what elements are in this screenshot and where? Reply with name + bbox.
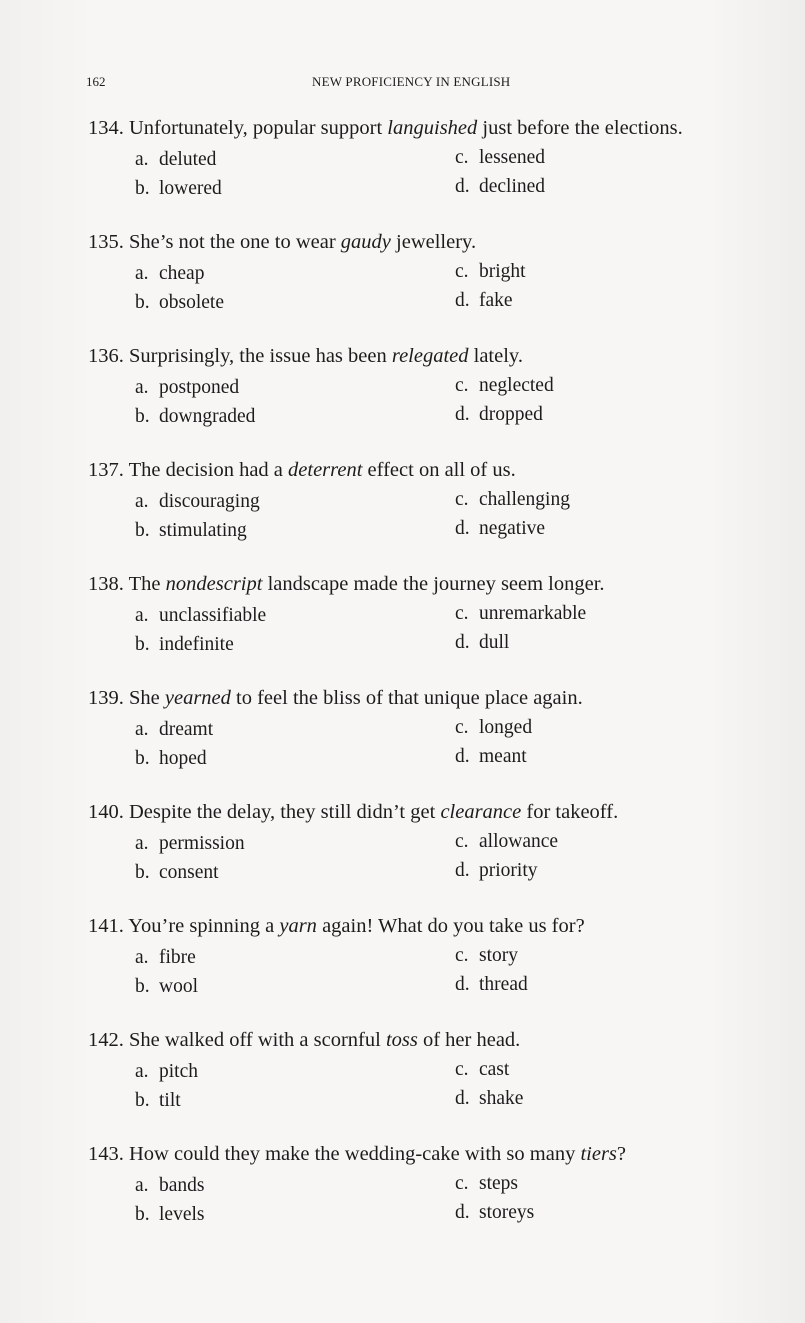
question-list [88,117,788,1257]
question-stem [88,687,583,710]
option-a: a. postponed [135,377,240,398]
option-d: d. priority [455,860,538,881]
stem-before: Surprisingly, the issue has been [129,345,392,367]
question-stem [88,231,476,254]
question-stem [88,345,523,368]
stem-before: The [128,573,166,595]
stem-before: Unfortunately, popular support [129,117,388,139]
option-c-text: longed [479,717,533,738]
option-c: c. lessened [455,147,546,168]
option-b-text: consent [159,862,219,883]
option-b-text: obsolete [159,292,224,313]
question-137 [88,459,788,573]
option-b: b. hoped [135,748,207,769]
option-a-text: fibre [159,947,196,968]
option-d-text: meant [479,746,527,767]
question-stem [88,459,516,482]
option-b: b. wool [135,976,198,997]
stem-keyword: gaudy [340,231,391,253]
stem-after: landscape made the journey seem longer. [262,573,605,595]
option-c: c. neglected [455,375,554,396]
stem-before: She’s not the one to wear [129,231,341,253]
option-a-text: cheap [159,263,205,284]
question-stem [88,1029,520,1052]
option-d: d. fake [455,290,513,311]
option-c-text: bright [479,261,526,282]
option-c: c. unremarkable [455,603,587,624]
question-stem [88,801,618,824]
stem-before: She [129,687,165,709]
option-a: a. bands [135,1175,205,1196]
option-b-text: downgraded [159,406,256,427]
question-stem [88,117,683,140]
option-b-text: stimulating [159,520,247,541]
option-a: a. deluted [135,149,217,170]
page-header [86,74,776,96]
page-number: 162 [86,74,106,89]
stem-keyword: clearance [440,801,522,823]
option-a: a. permission [135,833,245,854]
stem-keyword: nondescript [165,573,263,595]
option-a-text: discouraging [159,491,260,512]
question-stem [88,573,605,596]
option-d: d. meant [455,746,527,767]
stem-keyword: tiers [580,1143,617,1165]
stem-keyword: languished [387,117,478,139]
option-a-text: pitch [159,1061,198,1082]
option-d: d. declined [455,176,546,197]
option-d: d. dropped [455,404,543,425]
question-number: 134. [88,117,124,139]
option-d: d. thread [455,974,528,995]
stem-before: The decision had a [128,459,289,481]
option-d: d. storeys [455,1202,535,1223]
option-b-text: wool [159,976,198,997]
option-c: c. bright [455,261,526,282]
option-c-text: cast [479,1059,510,1080]
option-c: c. longed [455,717,533,738]
question-number: 140. [88,801,124,823]
option-b: b. obsolete [135,292,224,313]
question-number: 139. [88,687,124,709]
option-a-text: unclassifiable [159,605,267,626]
option-b: b. levels [135,1204,205,1225]
option-c: c. steps [455,1173,518,1194]
option-a: a. cheap [135,263,205,284]
option-c: c. story [455,945,518,966]
option-c-text: unremarkable [479,603,587,624]
option-a-text: deluted [159,149,217,170]
option-a: a. fibre [135,947,196,968]
question-134 [88,117,788,231]
question-number: 138. [88,573,124,595]
option-b: b. downgraded [135,406,256,427]
option-c: c. cast [455,1059,510,1080]
question-141 [88,915,788,1029]
option-b-text: levels [159,1204,205,1225]
question-143 [88,1143,788,1257]
option-c-text: challenging [479,489,570,510]
option-b: b. indefinite [135,634,234,655]
option-d-text: negative [479,518,546,539]
question-138 [88,573,788,687]
question-number: 142. [88,1029,124,1051]
stem-keyword: toss [385,1029,418,1051]
question-140 [88,801,788,915]
option-d-text: shake [479,1088,524,1109]
option-a-text: postponed [159,377,240,398]
option-c: c. challenging [455,489,570,510]
option-d-text: dropped [479,404,543,425]
question-number: 135. [88,231,124,253]
option-a-text: bands [159,1175,205,1196]
running-title: NEW PROFICIENCY IN ENGLISH [312,74,511,89]
stem-after: effect on all of us. [362,459,516,481]
stem-keyword: deterrent [288,459,363,481]
option-b: b. lowered [135,178,222,199]
option-a: a. unclassifiable [135,605,267,626]
question-139 [88,687,788,801]
question-135 [88,231,788,345]
option-c-text: story [479,945,518,966]
question-number: 143. [88,1143,124,1165]
option-d-text: fake [479,290,513,311]
option-c-text: neglected [479,375,554,396]
option-b-text: tilt [159,1090,181,1111]
stem-keyword: yarn [279,915,317,937]
option-a: a. discouraging [135,491,260,512]
question-stem [88,915,585,938]
option-c: c. allowance [455,831,559,852]
stem-after: jewellery. [390,231,477,253]
option-b: b. stimulating [135,520,247,541]
stem-after: of her head. [417,1029,521,1051]
option-b: b. tilt [135,1090,181,1111]
stem-after: just before the elections. [477,117,683,139]
stem-before: She walked off with a scornful [129,1029,386,1051]
option-d-text: priority [479,860,538,881]
stem-before: How could they make the wedding-cake with so many [129,1143,581,1165]
option-a: a. pitch [135,1061,198,1082]
stem-after: to feel the bliss of that unique place again. [230,687,583,709]
option-b-text: lowered [159,178,222,199]
option-c-text: allowance [479,831,559,852]
question-number: 136. [88,345,124,367]
option-d: d. dull [455,632,510,653]
question-136 [88,345,788,459]
stem-after: ? [616,1143,627,1165]
stem-keyword: relegated [391,345,469,367]
stem-after: again! What do you take us for? [316,915,585,937]
option-d: d. negative [455,518,546,539]
question-number: 141. [88,915,124,937]
question-number: 137. [88,459,124,481]
stem-after: lately. [468,345,523,367]
option-d: d. shake [455,1088,524,1109]
option-a: a. dreamt [135,719,214,740]
question-142 [88,1029,788,1143]
option-d-text: dull [479,632,510,653]
option-a-text: permission [159,833,245,854]
option-d-text: storeys [479,1202,535,1223]
stem-before: You’re spinning a [128,915,280,937]
stem-keyword: yearned [164,687,231,709]
option-c-text: steps [479,1173,518,1194]
question-stem [88,1143,626,1166]
option-b: b. consent [135,862,219,883]
option-d-text: declined [479,176,546,197]
option-d-text: thread [479,974,528,995]
stem-before: Despite the delay, they still didn’t get [129,801,441,823]
option-c-text: lessened [479,147,546,168]
stem-after: for takeoff. [521,801,619,823]
option-b-text: indefinite [159,634,234,655]
option-b-text: hoped [159,748,207,769]
option-a-text: dreamt [159,719,214,740]
